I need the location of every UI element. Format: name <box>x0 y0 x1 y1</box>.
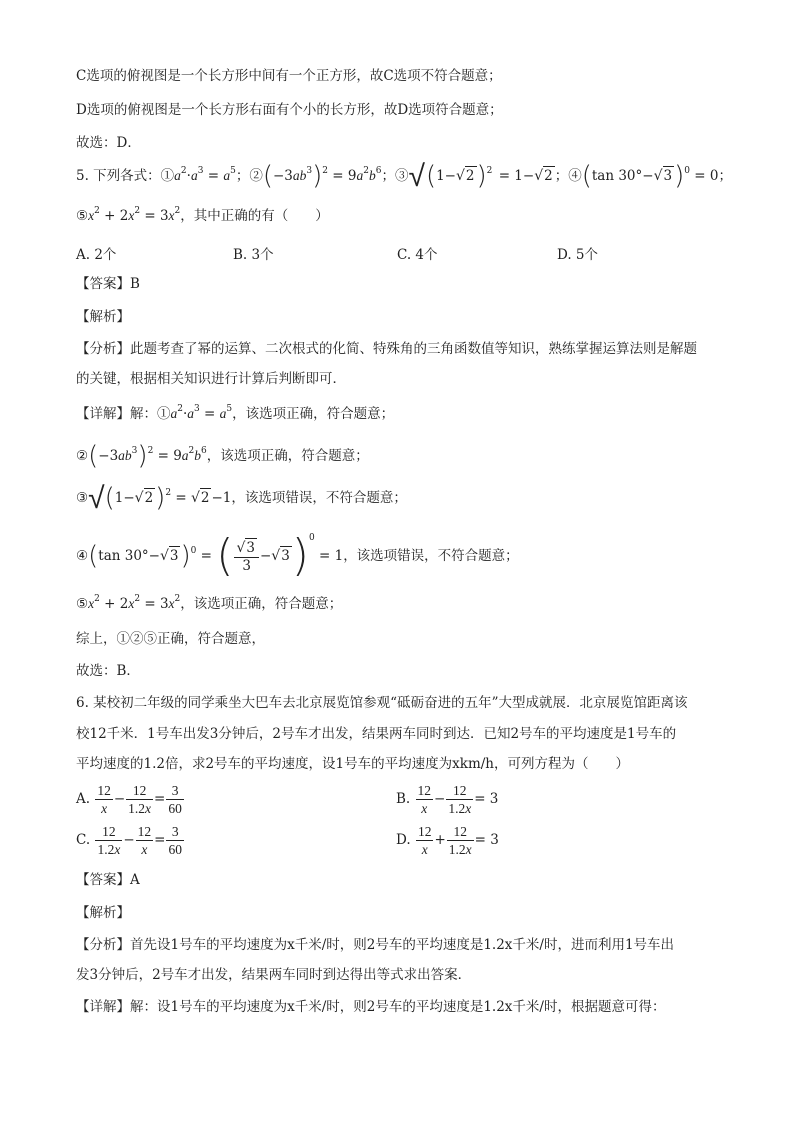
select-line: 故选：B． <box>76 663 140 679</box>
analysis-text: 【分析】此题考查了幂的运算、二次根式的化简、特殊角的三角函数值等知识，熟练掌握运算法则是解题 <box>76 341 697 357</box>
question-5-stem-cont: $⑤x^2 + 2x^2 = 3x^2$，其中正确的有（ ） <box>76 206 329 224</box>
detail-line: $③√(1-√2)^2 = √2 -1$，该选项错误，不符合题意； <box>76 481 407 516</box>
option-d: D. $\frac{12}{x}$ + $\frac{12}{1.2x}$ = 3 <box>396 824 499 857</box>
option-a: A. 2个 <box>76 247 117 263</box>
question-6-stem: 校12千米．1号车出发3分钟后，2号车才出发，结果两车同时到达．已知2号车的平均速度是1号车的 <box>76 726 677 742</box>
option-d: D. 5个 <box>557 247 599 263</box>
question-5-stem: 5. 下列各式：$①a^2\cdot a^3 = a^5$；$②(-3ab^3)^2 = 9a^2b^6$；$③√(1-√2)^2 = 1-√2$ ；④(tan 30°−√3)$^0$ = 0； <box>76 159 732 194</box>
analysis-heading: 【解析】 <box>76 309 130 325</box>
detail-line: 【详解】解：$①a^2\cdot a^3 = a^5$，该选项正确，符合题意； <box>76 404 395 422</box>
option-b: B. 3个 <box>233 247 274 263</box>
summary-line: 综上，①②⑤正确，符合题意， <box>76 631 265 647</box>
answer-line: 【答案】B <box>76 276 140 292</box>
analysis-text: 的关键，根据相关知识进行计算后判断即可． <box>76 371 346 387</box>
option-a: A. $\frac{12}{x}$ − $\frac{12}{1.2x}$ = $\frac{3}{60}$ <box>76 783 182 816</box>
text-line: C选项的俯视图是一个长方形中间有一个正方形，故C选项不符合题意； <box>76 68 502 84</box>
text-line: 故选：D． <box>76 135 141 151</box>
question-6-stem: 6. 某校初二年级的同学乘坐大巴车去北京展览馆参观“砥砺奋进的五年”大型成就展．北京展览馆距离该 <box>76 695 688 711</box>
analysis-text: 发3分钟后，2号车才出发，结果两车同时到达得出等式求出答案． <box>76 967 472 983</box>
analysis-heading: 【解析】 <box>76 905 130 921</box>
option-b: B. $\frac{12}{x}$ − $\frac{12}{1.2x}$ = 3 <box>396 783 499 816</box>
answer-line: 【答案】A <box>76 872 140 888</box>
detail-line: ④(tan 30°−√3)$^0$ = ( $\frac{√3}{3}$ −√3)$^0$ = 1，该选项错误，不符合题意； <box>76 530 519 581</box>
option-c: C. 4个 <box>397 247 438 263</box>
detail-line: 【详解】解：设1号车的平均速度为x千米/时，则2号车的平均速度是1.2x千米/时，根据题意可得： <box>76 999 666 1015</box>
detail-line: $⑤x^2 + 2x^2 = 3x^2$，该选项正确，符合题意； <box>76 594 343 612</box>
question-6-stem: 平均速度的1.2倍，求2号车的平均速度，设1号车的平均速度为xkm/h，可列方程为（ ） <box>76 756 629 772</box>
detail-line: $②(-3ab^3)^2 = 9a^2b^6$，该选项正确，符合题意； <box>76 441 369 471</box>
analysis-text: 【分析】首先设1号车的平均速度为x千米/时，则2号车的平均速度是1.2x千米/时，进而利用1号车出 <box>76 937 675 953</box>
option-c: C. $\frac{12}{1.2x}$ − $\frac{12}{x}$ = $\frac{3}{60}$ <box>76 824 182 857</box>
text-line: D选项的俯视图是一个长方形右面有个小的长方形，故D选项符合题意； <box>76 102 503 118</box>
